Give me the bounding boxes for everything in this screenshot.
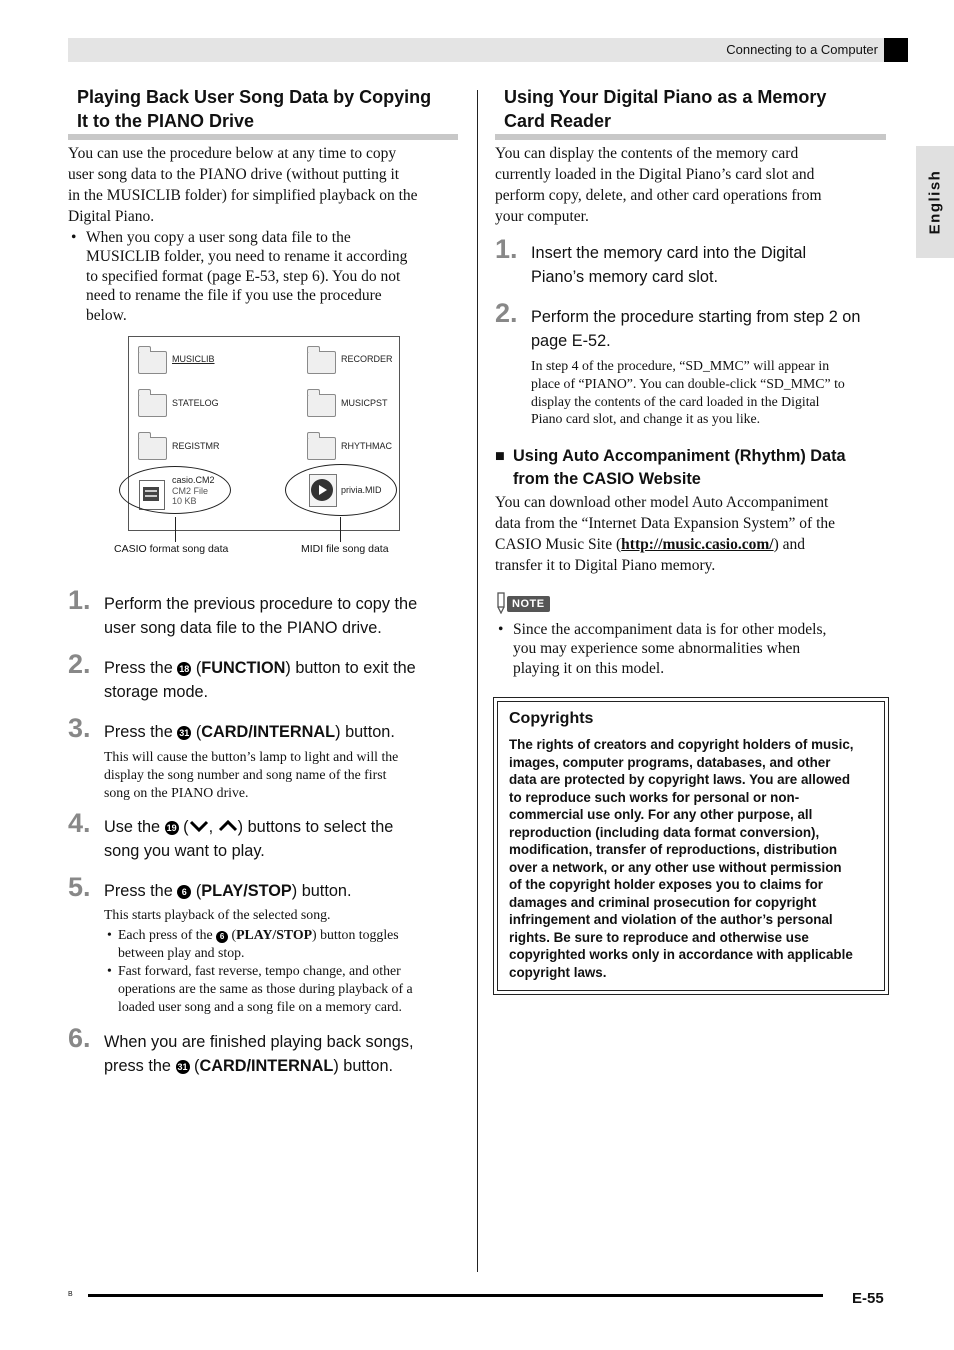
function-button-label: FUNCTION <box>201 659 286 677</box>
language-tab-label: English <box>926 169 944 235</box>
footer-rule <box>88 1294 823 1297</box>
right-intro-paragraph: You can display the contents of the memory card currently loaded in the Digital Piano’s card slot and perform copy, delete, and other card operations from your computer. <box>495 145 822 225</box>
step-5-note: This starts playback of the selected song. • Each press of the 6 (PLAY/STOP) button toggles between play and stop. • Fast forward, fast reverse, tempo change, and other operations are the same as those during playback of a loaded user song and a song file on a memory card. <box>104 906 464 1016</box>
cm2-file-size: 10 KB <box>172 496 197 506</box>
folder-label-musicpst: MUSICPST <box>341 398 388 408</box>
download-paragraph: You can download other model Auto Accompaniment data from the “Internet Data Expansion System” of the CASIO Music Site (http://music.casio.com/) and transfer it to Digital Piano memory. <box>495 494 836 574</box>
folder-label-rhythmac: RHYTHMAC <box>341 441 392 451</box>
step-4-text: Use the 19 ( , ) buttons to select the song you want to play. <box>104 818 394 860</box>
folder-label-musiclib: MUSICLIB <box>172 354 215 364</box>
play-stop-button-label: PLAY/STOP <box>201 882 292 900</box>
right-title-line: Using Your Digital Piano as a Memory <box>504 87 827 107</box>
folder-icon <box>307 394 336 417</box>
running-header-label: Connecting to a Computer <box>726 42 878 57</box>
casio-music-site-link[interactable]: http://music.casio.com/ <box>621 536 774 553</box>
folder-icon <box>138 351 167 374</box>
running-header <box>68 38 908 62</box>
note-marker <box>495 592 550 614</box>
folder-icon <box>307 351 336 374</box>
note-badge: NOTE <box>507 596 550 612</box>
right-title-underline <box>495 134 886 140</box>
casio-file-highlight-ellipse <box>119 466 231 514</box>
reader-step-2-note: In step 4 of the procedure, “SD_MMC” will appear in place of “PIANO”. You can double-click “SD_MMC” to display the contents of the card loaded in the Digital Piano card slot, and change it as you like. <box>531 358 845 427</box>
button-badge: 31 <box>177 1062 188 1072</box>
copyrights-text: The rights of creators and copyright holders of music, images, computer programs, databases, and other data are protected by copyright laws. You are allowed to reproduce such works for personal or non- commercial use only. For any other purpose, all reproduction (including data format conversion), modification, transfer of reproductions, distribution over a network, or any other use without permission of the copyright holder exposes you to claims for damages and criminal prosecution for copyright infringement and violation of the author’s personal rights. Be sure to reproduce and otherwise use copyrighted works only in accordance with applicable copyright laws. <box>509 737 854 980</box>
left-title-underline <box>68 134 458 140</box>
cm2-file-type: CM2 File <box>172 486 209 496</box>
folder-label-recorder: RECORDER <box>341 354 393 364</box>
step-number: 3. <box>68 713 91 743</box>
step-6-text: When you are finished playing back songs, press the 31 (CARD/INTERNAL) button. <box>104 1033 414 1075</box>
midi-file-caption: MIDI file song data <box>301 543 389 555</box>
folder-label-registmr: REGISTMR <box>172 441 220 451</box>
reader-step-1-text: Insert the memory card into the Digital Piano’s memory card slot. <box>531 244 807 286</box>
step-number: 6. <box>68 1023 91 1053</box>
step-number: 1. <box>68 585 91 615</box>
chevron-down-icon <box>189 819 209 833</box>
folder-label-statelog: STATELOG <box>172 398 219 408</box>
midi-file-highlight-ellipse <box>285 464 397 516</box>
left-title-line: It to the PIANO Drive <box>77 111 255 131</box>
column-divider <box>477 90 478 1272</box>
step-2-text: Press the 18 (FUNCTION) button to exit the storage mode. <box>104 659 416 701</box>
midi-leader-line <box>340 517 341 542</box>
note-bullet: • Since the accompaniment data is for other models, you may experience some abnormalities when playing it on this model. <box>495 620 890 678</box>
step-1-text: Perform the previous procedure to copy the user song data file to the PIANO drive. <box>104 595 418 637</box>
midi-file-name: privia.MID <box>341 485 382 495</box>
language-tab <box>916 146 954 258</box>
folder-icon <box>307 437 336 460</box>
right-section-title <box>504 85 889 133</box>
auto-accompaniment-subheading: ■ Using Auto Accompaniment (Rhythm) Data from the CASIO Website <box>495 447 846 488</box>
step-number: 5. <box>68 872 91 902</box>
copyrights-box <box>493 697 889 995</box>
card-internal-button-label: CARD/INTERNAL <box>199 1057 334 1075</box>
pencil-icon <box>495 592 507 614</box>
folder-icon <box>138 437 167 460</box>
square-marker: ■ <box>495 447 505 465</box>
step-5-text: Press the 6 (PLAY/STOP) button. <box>104 882 352 900</box>
file-browser-figure <box>128 336 400 531</box>
step-3-note: This will cause the button’s lamp to light and will the display the song number and song name of the first song on the PIANO drive. <box>104 749 399 800</box>
left-rename-bullet: • When you copy a user song data file to the MUSICLIB folder, you need to rename it according to specified format (page E-53, step 6). You do not need to rename the file if you use the procedure below. <box>68 228 463 325</box>
button-badge: 19 <box>166 823 177 833</box>
footer-mark: B <box>68 1291 73 1298</box>
play-stop-label: PLAY/STOP <box>236 927 313 942</box>
step-number: 1. <box>495 234 518 264</box>
folder-icon <box>138 394 167 417</box>
step-3-text: Press the 31 (CARD/INTERNAL) button. <box>104 723 395 741</box>
card-internal-button-label: CARD/INTERNAL <box>201 723 336 741</box>
button-badge: 6 <box>216 931 228 943</box>
reader-step-2-text: Perform the procedure starting from step 2 on page E-52. <box>531 308 861 350</box>
step-number: 4. <box>68 808 91 838</box>
button-badge: 6 <box>177 885 191 899</box>
casio-leader-line <box>175 517 176 542</box>
chevron-up-icon <box>218 819 238 833</box>
left-intro-paragraph: You can use the procedure below at any time to copy user song data to the PIANO drive (without putting it in the MUSICLIB folder) for simplified playback on the Digital Piano. <box>68 145 418 225</box>
casio-format-caption: CASIO format song data <box>114 543 229 555</box>
copyrights-title: Copyrights <box>509 710 594 727</box>
page-number: E-55 <box>852 1290 884 1307</box>
button-badge: 18 <box>179 664 190 674</box>
button-badge: 31 <box>179 728 190 738</box>
right-title-line: Card Reader <box>504 111 612 131</box>
left-section-title <box>77 85 467 133</box>
step-number: 2. <box>68 649 91 679</box>
cm2-file-name: casio.CM2 <box>172 475 215 485</box>
left-title-line: Playing Back User Song Data by Copying <box>77 87 432 107</box>
header-black-block <box>884 38 908 62</box>
step-number: 2. <box>495 298 518 328</box>
